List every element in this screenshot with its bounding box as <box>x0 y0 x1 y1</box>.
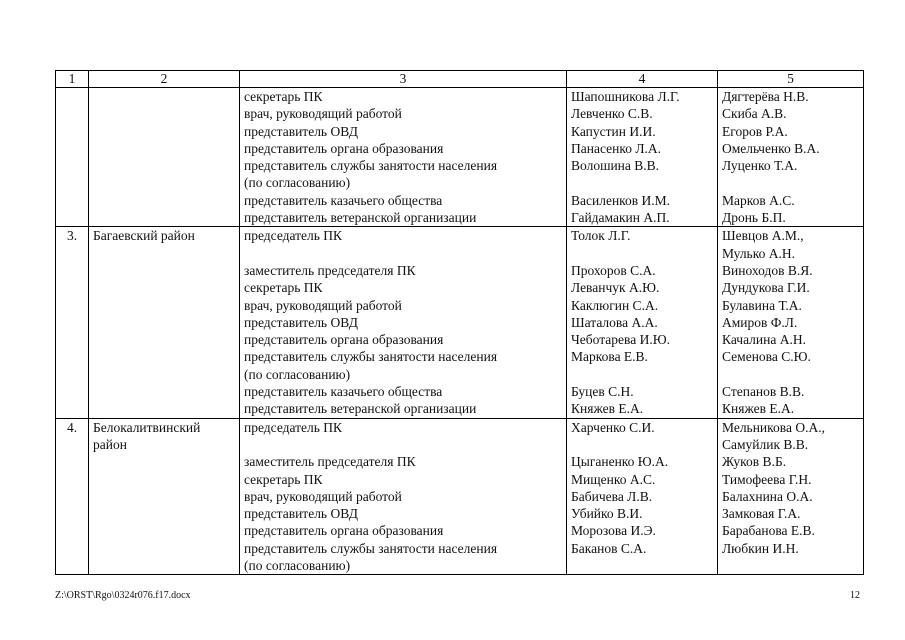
role-text: представитель казачьего общества <box>244 384 443 400</box>
reserves-cell <box>718 88 864 227</box>
reserve-name <box>722 174 859 191</box>
member-name: Василенков И.М. <box>571 192 671 208</box>
member-name: Харченко С.И. <box>571 419 655 435</box>
role-text <box>244 245 562 262</box>
district-name <box>89 88 240 227</box>
role-text: заместитель председателя ПК <box>244 262 416 278</box>
member-name <box>571 557 713 574</box>
role-text: представитель службы занятости населения <box>244 540 498 556</box>
reserves-cell <box>718 227 864 418</box>
reserve-name: Марков А.С. <box>722 192 795 208</box>
role-text: (по согласованию) <box>244 175 351 191</box>
reserve-name: Булавина Т.А. <box>722 297 802 313</box>
row-number <box>56 88 89 227</box>
role-text: врач, руководящий работой <box>244 488 402 504</box>
member-name: Гайдамакин А.П. <box>571 210 670 226</box>
member-name: Бабичева Л.В. <box>571 488 653 504</box>
district-name: Багаевский район <box>89 227 240 418</box>
members-cell <box>567 88 718 227</box>
reserve-name: Дягтерёва Н.В. <box>722 89 809 104</box>
reserve-name <box>722 557 859 574</box>
member-name: Каклюгин С.А. <box>571 297 659 313</box>
member-name <box>571 366 713 383</box>
roles-cell <box>240 88 567 227</box>
role-text: председатель ПК <box>244 228 343 244</box>
reserve-name: Балахнина О.А. <box>722 488 813 504</box>
member-name: Маркова Е.В. <box>571 349 648 365</box>
reserve-name: Омельченко В.А. <box>722 140 820 156</box>
col-header-1: 1 <box>56 71 89 88</box>
table-row <box>56 88 864 227</box>
member-name: Буцев С.Н. <box>571 384 634 400</box>
role-text: представитель ОВД <box>244 506 358 522</box>
reserve-name: Барабанова Е.В. <box>722 523 815 539</box>
member-name: Леванчук А.Ю. <box>571 280 660 296</box>
reserve-name: Амиров Ф.Л. <box>722 314 798 330</box>
table-row <box>56 227 864 418</box>
district-name: Белокалитвинский район <box>89 418 240 575</box>
reserve-name: Любкин И.Н. <box>722 540 799 556</box>
reserve-name: Самуйлик В.В. <box>722 436 809 452</box>
reserve-name: Дронь Б.П. <box>722 210 786 226</box>
reserve-name: Княжев Е.А. <box>722 401 795 417</box>
role-text: представитель казачьего общества <box>244 192 443 208</box>
role-text: (по согласованию) <box>244 366 351 382</box>
reserve-name: Тимофеева Г.Н. <box>722 471 812 487</box>
reserve-name: Луценко Т.А. <box>722 158 798 174</box>
reserve-name: Егоров Р.А. <box>722 123 788 139</box>
role-text: представитель службы занятости населения <box>244 349 498 365</box>
col-header-4: 4 <box>567 71 718 88</box>
member-name: Шаталова А.А. <box>571 314 658 330</box>
reserves-cell <box>718 418 864 575</box>
reserve-name: Мельникова О.А., <box>722 419 825 435</box>
table-row <box>56 418 864 575</box>
role-text: секретарь ПК <box>244 471 323 487</box>
member-name: Толок Л.Г. <box>571 228 631 244</box>
col-header-2: 2 <box>89 71 240 88</box>
role-text: председатель ПК <box>244 419 343 435</box>
reserve-name: Жуков В.Б. <box>722 454 787 470</box>
role-text: врач, руководящий работой <box>244 297 402 313</box>
reserve-name: Семенова С.Ю. <box>722 349 811 365</box>
member-name: Шапошникова Л.Г. <box>571 89 680 104</box>
role-text: представитель ОВД <box>244 314 358 330</box>
row-number: 3. <box>56 227 89 418</box>
reserve-name: Качалина А.Н. <box>722 332 806 348</box>
member-name: Цыганенко Ю.А. <box>571 454 669 470</box>
reserve-name: Мулько А.Н. <box>722 245 795 261</box>
member-name: Прохоров С.А. <box>571 262 656 278</box>
role-text: представитель ветеранской организации <box>244 210 477 226</box>
member-name: Волошина В.В. <box>571 158 660 174</box>
member-name: Убийко В.И. <box>571 506 643 522</box>
member-name: Княжев Е.А. <box>571 401 644 417</box>
reserve-name <box>722 366 859 383</box>
member-name: Морозова И.Э. <box>571 523 656 539</box>
reserve-name: Виноходов В.Я. <box>722 262 813 278</box>
reserve-name: Скиба А.В. <box>722 106 787 122</box>
role-text: заместитель председателя ПК <box>244 454 416 470</box>
members-cell <box>567 227 718 418</box>
reserve-name: Дундукова Г.И. <box>722 280 810 296</box>
member-name: Панасенко Л.А. <box>571 140 661 156</box>
member-name: Мищенко А.С. <box>571 471 656 487</box>
role-text: представитель ветеранской организации <box>244 401 477 417</box>
member-name: Чеботарева И.Ю. <box>571 332 670 348</box>
reserve-name: Замковая Г.А. <box>722 506 801 522</box>
role-text: представитель ОВД <box>244 123 358 139</box>
member-name: Баканов С.А. <box>571 540 647 556</box>
role-text: секретарь ПК <box>244 280 323 296</box>
member-name <box>571 245 713 262</box>
col-header-3: 3 <box>240 71 567 88</box>
member-name <box>571 174 713 191</box>
role-text <box>244 436 562 453</box>
row-number: 4. <box>56 418 89 575</box>
role-text: представитель органа образования <box>244 332 444 348</box>
roles-cell <box>240 418 567 575</box>
file-path: Z:\ORST\Rgo\0324r076.f17.docx <box>55 590 191 601</box>
roles-cell <box>240 227 567 418</box>
column-number-row <box>56 71 864 88</box>
reserve-name: Степанов В.В. <box>722 384 805 400</box>
role-text: секретарь ПК <box>244 89 323 104</box>
role-text: представитель службы занятости населения <box>244 158 498 174</box>
member-name: Левченко С.В. <box>571 106 653 122</box>
role-text: (по согласованию) <box>244 558 351 574</box>
page-number: 12 <box>850 590 860 601</box>
col-header-5: 5 <box>718 71 864 88</box>
role-text: представитель органа образования <box>244 523 444 539</box>
members-cell <box>567 418 718 575</box>
member-name <box>571 436 713 453</box>
role-text: врач, руководящий работой <box>244 106 402 122</box>
role-text: представитель органа образования <box>244 140 444 156</box>
commission-table <box>55 70 864 575</box>
member-name: Капустин И.И. <box>571 123 656 139</box>
reserve-name: Шевцов А.М., <box>722 228 804 244</box>
